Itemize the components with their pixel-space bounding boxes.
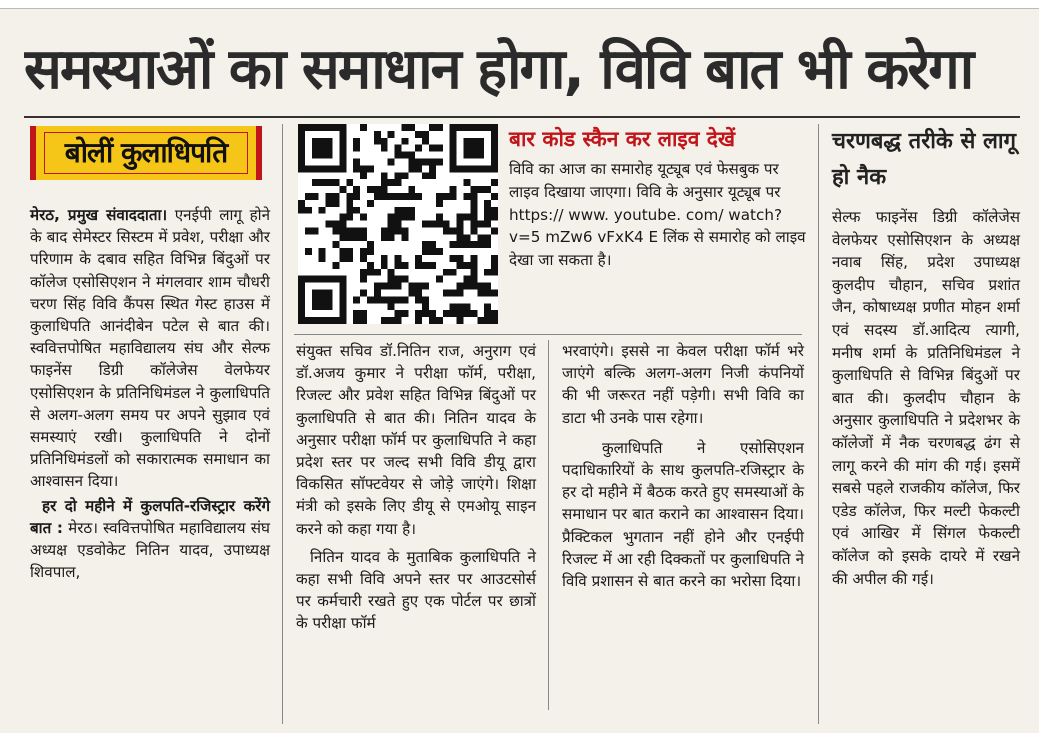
qr-code-icon (298, 124, 498, 324)
kicker-box (30, 126, 262, 180)
col2-para1: संयुक्त सचिव डॉ.नितिन राज, अनुराग एवं डॉ.अजय कुमार ने परीक्षा फॉर्म, परीक्षा, रिजल्ट और प्रवेश सहित विभिन्न बिंदुओं पर कुलाधिपति से बात की। नितिन यादव के अनुसार परीक्षा फॉर्म पर कुलाधिपति ने कहा प्रदेश स्तर पर जल्द सभी विवि डीयू द्वारा विकसित सॉफ्टवेयर से जोड़े जाएंगे। शिक्षा मंत्री को इसके लिए डीयू से एमओयू साइन करने को कहा गया है। (296, 342, 536, 538)
col1-para2 (30, 495, 270, 584)
qr-box-text: विवि का आज का समारोह यूट्यूब एवं फेसबुक पर लाइव दिखाया जाएगा। विवि के अनुसार यूट्यूब पर https:// www. youtube. com/ watch? v=5 mZw6 vFxK4 E लिंक से समारोह को लाइव देखा जा सकता है। (509, 160, 806, 270)
col1-para1-body: एनईपी लागू होने के बाद सेमेस्टर सिस्टम में प्रवेश, परीक्षा और परिणाम के दबाव सहित विभिन्न बिंदुओं पर कॉलेज एसोसिएशन ने मंगलवार शाम चौधरी चरण सिंह विवि कैंपस स्थित गेस्ट हाउस में कुलाधिपति आनंदीबेन पटेल से बात की। स्ववित्तपोषित महाविद्यालय संघ और सेल्फ फाइनेंस डिग्री कॉलेजेस वेलफेयर एसोसिएशन के प्रतिनिधिमंडल ने कुलाधिपति से अलग-अलग समय पर अपने सुझाव एवं समस्याएं रखी। कुलाधिपति ने दोनों प्रतिनिधिमंडलों को सकारात्मक समाधान का आश्वासन दिया। (30, 206, 270, 491)
headline: समस्याओं का समाधान होगा, विवि बात भी करेगा (24, 37, 973, 102)
column-divider-3 (818, 124, 819, 724)
qr-box-bottom-rule (294, 334, 802, 335)
right-column-title: चरणबद्ध तरीके से लागू हो नैक (832, 129, 1016, 190)
column-divider-1 (282, 124, 283, 724)
qr-code[interactable] (298, 124, 498, 324)
col3-para2: कुलाधिपति ने एसोसिएशन पदाधिकारियों के साथ कुलपति-रजिस्ट्रार के हर दो महीने में बैठक करते हुए समस्याओं के समाधान पर बात कराने का आश्वासन दिया। प्रैक्टिकल भुगतान नहीं होने और एनईपी रिजल्ट में आ रही दिक्कतों पर कुलाधिपति ने विवि प्रशासन से बात करने का भरोसा दिया। (562, 438, 804, 591)
col2-para2: नितिन यादव के मुताबिक कुलाधिपति ने कहा सभी विवि अपने स्तर पर आउटसोर्स पर कर्मचारी रखते हुए एक पोर्टल पर छात्रों के परीक्षा फॉर्म (296, 547, 536, 633)
column-1 (30, 204, 270, 583)
qr-box-title: बार कोड स्कैन कर लाइव देखें (509, 127, 736, 151)
top-border (0, 0, 1039, 9)
dateline: मेरठ, प्रमुख संवाददाता। (30, 206, 168, 224)
col1-para1 (30, 204, 270, 493)
right-column-text: सेल्फ फाइनेंस डिग्री कॉलेजेस वेलफेयर एसोसिएशन के अध्यक्ष नवाब सिंह, प्रदेश उपाध्यक्ष कुलदीप चौहान, सचिव प्रशांत जैन, कोषाध्यक्ष प्रणीत मोहन शर्मा एवं सदस्य डॉ.आदित्य त्यागी, मनीष शर्मा के प्रतिनिधिमंडल ने कुलाधिपति से विभिन्न बिंदुओं पर बात की। कुलदीप चौहान के अनुसार कुलाधिपति ने प्रदेशभर के कॉलेजों में नैक चरणबद्ध ढंग से लागू करने की मांग की गई। इसमें सबसे पहले राजकीय कॉलेज, फिर एडेड कॉलेज, फिर मल्टी फेकल्टी एवं आखिर में सिंगल फेकल्टी कॉलेज को इसके दायरे में रखने की अपील की गई। (832, 208, 1020, 588)
subhead-inline: हर दो महीने में कुलपति-रजिस्ट्रार करेंगे बात : (30, 496, 270, 537)
column-3 (562, 340, 804, 592)
kicker-label: बोलीं कुलाधिपति (44, 132, 248, 174)
column-2 (296, 340, 536, 635)
headline-rule (24, 116, 1020, 118)
col1-para2-body: मेरठ। स्ववित्तपोषित महाविद्यालय संघ अध्यक्ष एडवोकेट नितिन यादव, उपाध्यक्ष शिवपाल, (30, 518, 270, 582)
col3-para1: भरवाएंगे। इससे ना केवल परीक्षा फॉर्म भरे जाएंगे बल्कि अलग-अलग निजी कंपनियों की भी जरूरत नहीं पड़ेगी। सभी विवि का डाटा भी उनके पास रहेगा। (562, 342, 804, 427)
column-divider-2 (548, 340, 549, 710)
